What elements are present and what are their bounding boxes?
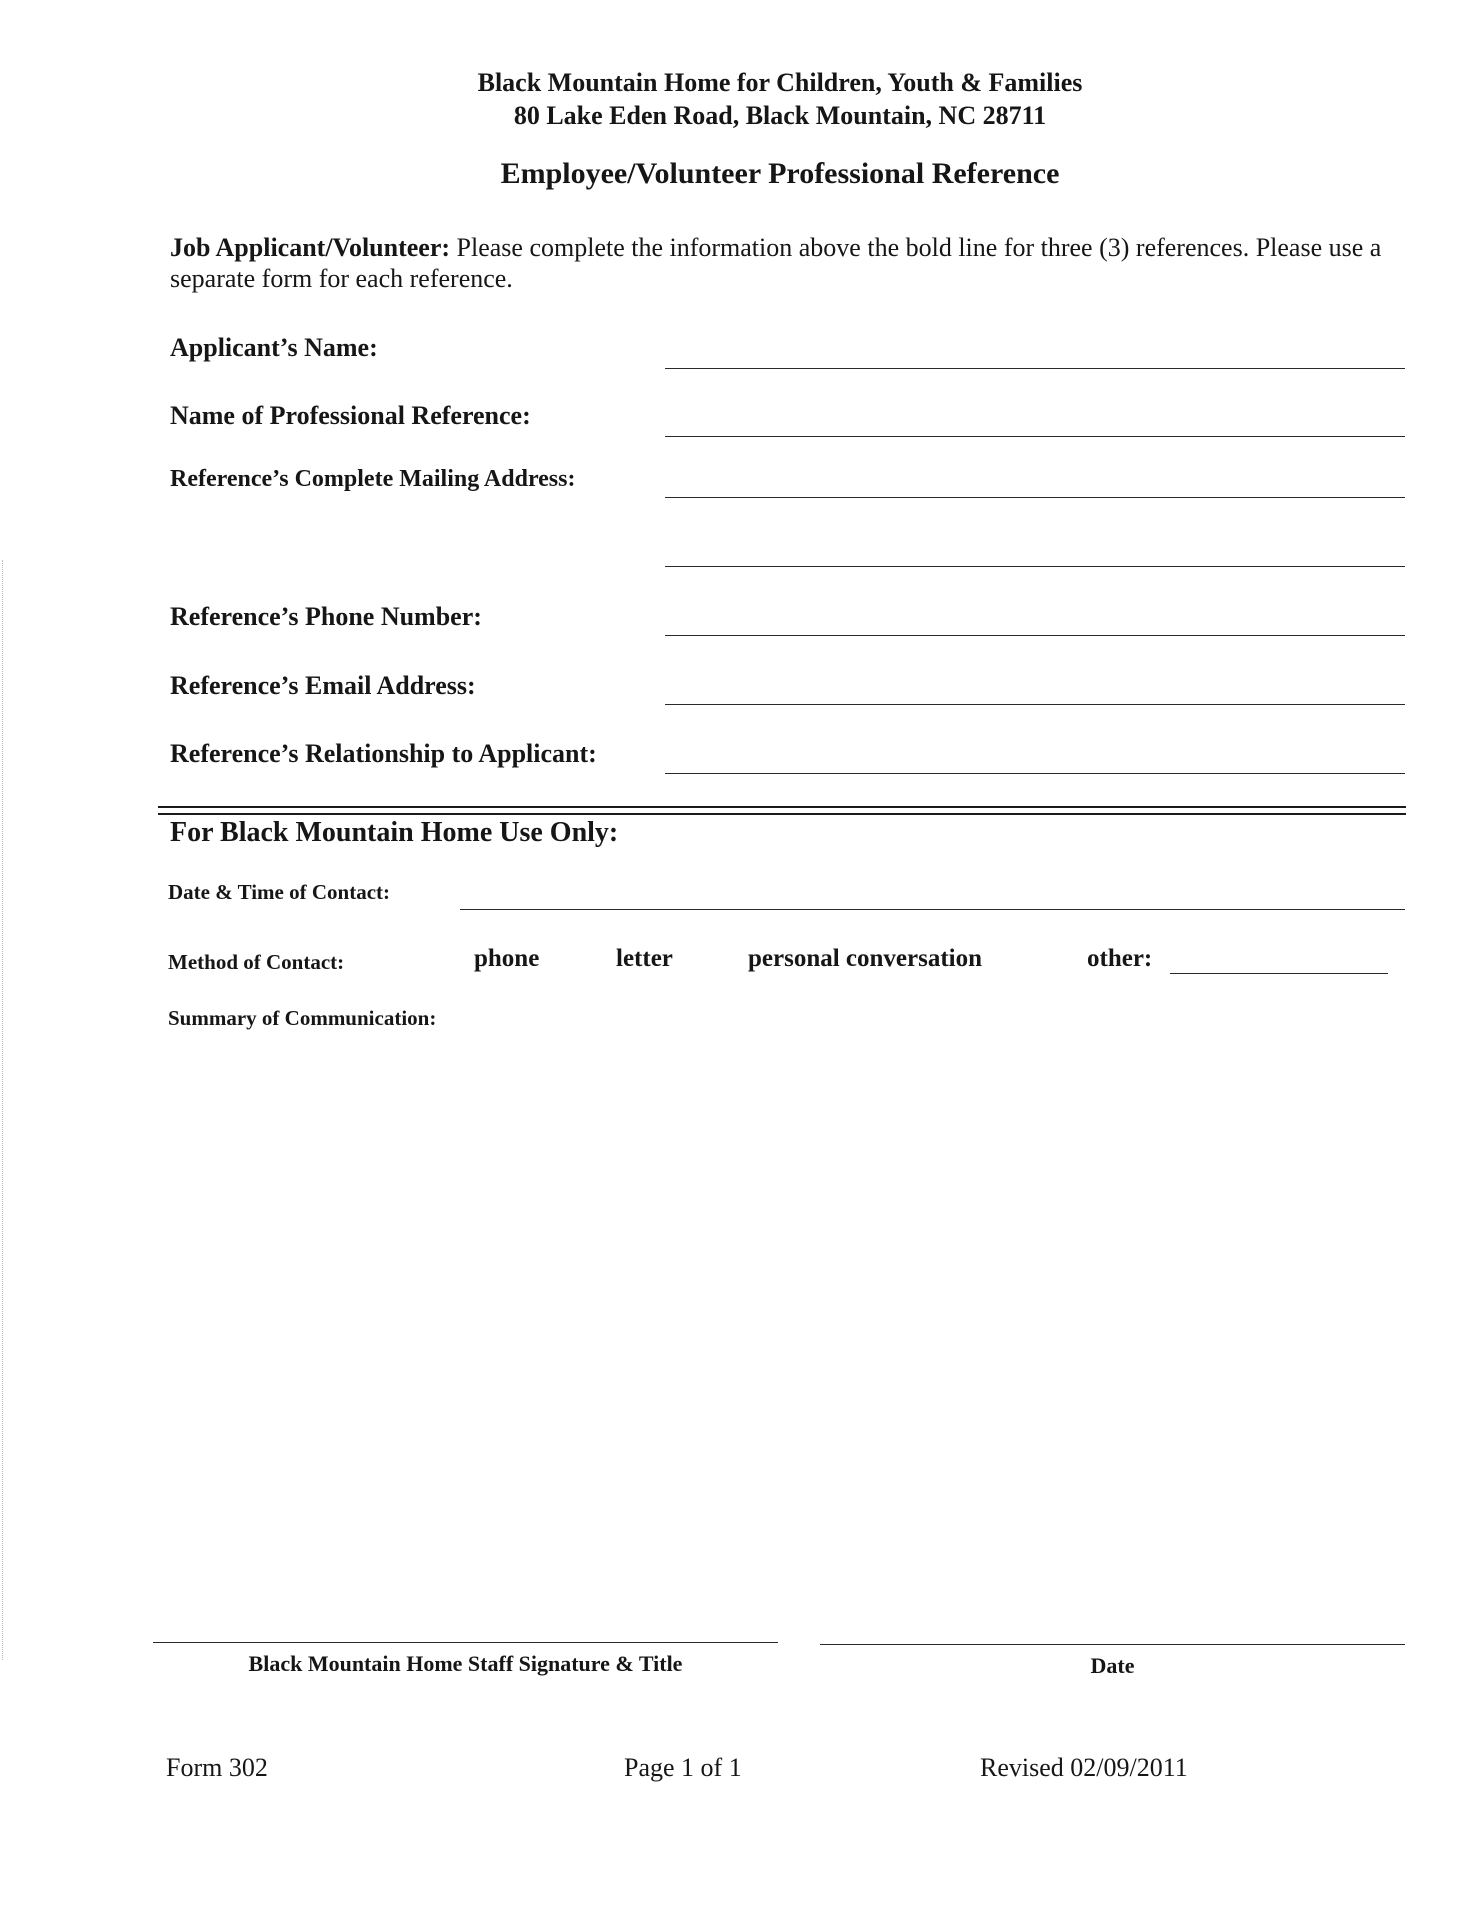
page-number: Page 1 of 1 bbox=[624, 1753, 742, 1782]
instructions-lead: Job Applicant/Volunteer: bbox=[170, 233, 451, 262]
reference-name-label: Name of Professional Reference: bbox=[170, 401, 531, 430]
instructions-text: Please complete the information above the bold line for three (3) references. Please use a separate form for each reference. bbox=[170, 233, 1382, 293]
relationship-field[interactable] bbox=[665, 773, 1405, 774]
phone-field[interactable] bbox=[665, 635, 1405, 636]
applicant-name-label: Applicant’s Name: bbox=[170, 333, 378, 362]
date-time-label: Date & Time of Contact: bbox=[168, 880, 391, 904]
applicant-name-field[interactable] bbox=[665, 368, 1405, 369]
organization-address: 80 Lake Eden Road, Black Mountain, NC 28711 bbox=[513, 101, 1047, 130]
date-time-field[interactable] bbox=[460, 909, 1405, 910]
form-title: Employee/Volunteer Professional Reference bbox=[500, 157, 1060, 190]
signature-date-label: Date bbox=[1090, 1653, 1135, 1678]
bold-divider-bottom bbox=[158, 813, 1406, 815]
method-option-personal-conversation[interactable]: personal conversation bbox=[748, 945, 983, 972]
method-option-phone[interactable]: phone bbox=[474, 945, 540, 972]
mailing-address-label: Reference’s Complete Mailing Address: bbox=[170, 466, 576, 492]
staff-signature-field[interactable] bbox=[153, 1642, 778, 1643]
method-option-letter[interactable]: letter bbox=[616, 945, 673, 972]
revision-date: Revised 02/09/2011 bbox=[980, 1753, 1188, 1782]
mailing-address-field-line1[interactable] bbox=[665, 497, 1405, 498]
method-label: Method of Contact: bbox=[168, 950, 345, 974]
scan-edge bbox=[2, 560, 3, 1660]
signature-date-field[interactable] bbox=[820, 1644, 1405, 1645]
office-use-heading: For Black Mountain Home Use Only: bbox=[170, 817, 619, 848]
bold-divider-top bbox=[158, 806, 1406, 808]
instructions bbox=[170, 232, 1400, 294]
method-option-other[interactable]: other: bbox=[1087, 945, 1153, 972]
method-other-field[interactable] bbox=[1170, 973, 1388, 974]
relationship-label: Reference’s Relationship to Applicant: bbox=[170, 739, 597, 768]
email-field[interactable] bbox=[665, 704, 1405, 705]
email-label: Reference’s Email Address: bbox=[170, 671, 476, 700]
summary-label: Summary of Communication: bbox=[168, 1006, 437, 1030]
staff-signature-label: Black Mountain Home Staff Signature & Title bbox=[248, 1651, 683, 1676]
organization-name: Black Mountain Home for Children, Youth & Families bbox=[477, 68, 1083, 97]
summary-area[interactable] bbox=[168, 1040, 1405, 1620]
reference-name-field[interactable] bbox=[665, 436, 1405, 437]
phone-label: Reference’s Phone Number: bbox=[170, 602, 482, 631]
form-number: Form 302 bbox=[166, 1753, 268, 1782]
mailing-address-field-line2[interactable] bbox=[665, 566, 1405, 567]
